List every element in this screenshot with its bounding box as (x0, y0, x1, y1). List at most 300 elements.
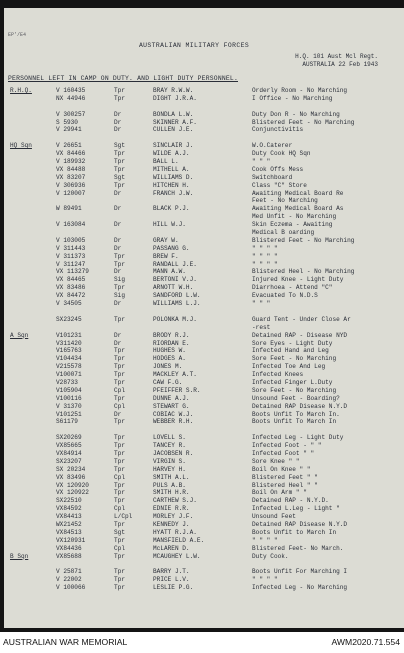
personnel-row (4, 190, 404, 198)
remark: Blistered Feet " " (252, 473, 318, 481)
rank: Tpr (114, 568, 125, 576)
remark: Sore Feet - No Marching (252, 355, 337, 363)
personnel-row (4, 355, 404, 363)
remark: Infected L.Leg - Light " (252, 505, 340, 513)
remark: Blistered Feet- No March. (252, 544, 344, 552)
remark: Detained RAP Disease N.Y.D (252, 402, 348, 410)
rank: Sgt (114, 142, 125, 150)
name: BONDLA L.W. (153, 110, 194, 118)
remark: Medical B oarding (252, 229, 315, 237)
rank: Tpr (114, 457, 125, 465)
service-number: V 22002 (56, 576, 82, 584)
remark: Detained RAP - Disease NYD (252, 331, 348, 339)
name: SMITH A.L. (153, 473, 190, 481)
remark: Boots Unfit For Marching I (252, 568, 348, 576)
rank: Cpl (114, 544, 125, 552)
name: HUGHES W. (153, 347, 186, 355)
service-number: V 120007 (56, 189, 86, 197)
rank: Tpr (114, 150, 125, 158)
remark: Injured Knee - Light Duty (252, 276, 344, 284)
personnel-row (4, 95, 404, 103)
name: WILLIAMS L.J. (153, 300, 201, 308)
personnel-row (4, 237, 404, 245)
remark: Boots Unfit To March In (252, 418, 337, 426)
service-number: V 300257 (56, 110, 86, 118)
service-number: V28733 (56, 378, 78, 386)
name: POLONKA M.J. (153, 315, 197, 323)
remark: Awaiting Medical Board As (252, 205, 344, 213)
name: JONES M. (153, 363, 183, 371)
personnel-row (4, 411, 404, 419)
name: MANN A.W. (153, 268, 186, 276)
personnel-row (4, 300, 404, 308)
name: STEWART G. (153, 402, 190, 410)
rank: Dr (114, 189, 122, 197)
personnel-row (4, 221, 404, 229)
personnel-row (4, 182, 404, 190)
footer-reference-number: AWM2020.71.554 (331, 637, 400, 647)
service-number: V 311443 (56, 244, 86, 252)
remark: Infected Toe And Leg (252, 363, 326, 371)
service-number: SX23207 (56, 457, 82, 465)
remark: Blistered Feet - No Marching (252, 236, 355, 244)
remark: " " " " (252, 576, 278, 584)
rank: Tpr (114, 371, 125, 379)
name: DUNNE A.J. (153, 394, 190, 402)
personnel-row (4, 576, 404, 584)
rank: Tpr (114, 87, 125, 94)
rank: Tpr (114, 481, 125, 489)
rank: Sig (114, 292, 125, 300)
rank: Tpr (114, 181, 125, 189)
remark: Unsound Feet - Boarding? (252, 394, 340, 402)
rank: Tpr (114, 284, 125, 292)
rank: Dr (114, 236, 122, 244)
remark: Infected Foot " " (252, 449, 315, 457)
personnel-row (4, 568, 404, 576)
remark: W.O.Caterer (252, 142, 293, 150)
remark: Diarrhoea - Attend "C" (252, 284, 333, 292)
personnel-row (4, 205, 404, 213)
name: LOVELL S. (153, 434, 186, 442)
service-number: V165763 (56, 347, 82, 355)
rank: Tpr (114, 442, 125, 450)
service-number: VX 120920 (56, 481, 89, 489)
name: HARVEY H. (153, 465, 186, 473)
rank: Tpr (114, 355, 125, 363)
remark: Sore Eyes - Light Duty (252, 339, 333, 347)
personnel-row (4, 126, 404, 134)
service-number: VX 84465 (56, 276, 86, 284)
service-number: V 34505 (56, 300, 82, 308)
personnel-row (4, 434, 404, 442)
remark: " " " (252, 158, 271, 166)
remark: Blistered Heel " " (252, 481, 318, 489)
document-date: AUSTRALIA 22 Feb 1943 (302, 61, 378, 68)
personnel-row (4, 316, 404, 324)
rank: Dr (114, 110, 122, 118)
footer-source: AUSTRALIAN WAR MEMORIAL (3, 637, 128, 647)
personnel-row (4, 395, 404, 403)
remark: " " " " (252, 536, 278, 544)
rank: Dr (114, 221, 122, 229)
service-number: V 160435 (56, 87, 86, 94)
name: SANDFORD L.W. (153, 292, 201, 300)
headquarters-line: H.Q. 101 Aust Mcl Regt. (295, 53, 378, 60)
name: SMITH H.R. (153, 489, 190, 497)
row-spacer (4, 308, 404, 316)
personnel-row (4, 340, 404, 348)
rank: Tpr (114, 449, 125, 457)
name: McLAREN D. (153, 544, 190, 552)
rank: Dr (114, 205, 122, 213)
personnel-row (4, 489, 404, 497)
name: HODGES A. (153, 355, 186, 363)
name: MANSFIELD A.E. (153, 536, 205, 544)
rank: L/Cpl (114, 513, 133, 521)
section-label: R.H.Q. (10, 87, 32, 94)
rank: Tpr (114, 347, 125, 355)
rank: Cpl (114, 473, 125, 481)
remark: Duty Cook HQ Sqn (252, 150, 311, 158)
service-number: S 5930 (56, 118, 78, 126)
row-spacer (4, 134, 404, 142)
personnel-row (4, 379, 404, 387)
remark: Boil On Knee " " (252, 465, 311, 473)
personnel-row (4, 245, 404, 253)
rank: Tpr (114, 252, 125, 260)
section-label: HQ Sqn (10, 142, 32, 150)
service-number: VX 84466 (56, 150, 86, 158)
service-number: V101251 (56, 410, 82, 418)
name: VIRGIN S. (153, 457, 186, 465)
service-number: VX 113279 (56, 268, 89, 276)
name: ARNOTT W.H. (153, 284, 194, 292)
remark: Orderly Room - No Marching (252, 87, 348, 94)
service-number: W 89491 (56, 205, 82, 213)
name: RIORDAN E. (153, 339, 190, 347)
name: COBIAC W.J. (153, 410, 194, 418)
name: PULS A.B. (153, 481, 186, 489)
document-page (4, 8, 404, 628)
personnel-row (4, 497, 404, 505)
personnel-row (4, 505, 404, 513)
service-number: V105904 (56, 386, 82, 394)
personnel-row (4, 174, 404, 182)
personnel-row (4, 482, 404, 490)
remark: Unsound Feet (252, 513, 296, 521)
remark: Feet - No Marching (252, 197, 318, 205)
service-number: V104434 (56, 355, 82, 363)
personnel-row (4, 87, 404, 95)
service-number: VX 120922 (56, 489, 89, 497)
row-spacer (4, 103, 404, 111)
personnel-row (4, 513, 404, 521)
remark: " " " " (252, 260, 278, 268)
personnel-row (4, 450, 404, 458)
service-number: V101231 (56, 331, 82, 339)
name: CULLEN J.E. (153, 126, 194, 134)
service-number: V 103005 (56, 236, 86, 244)
service-number: S61179 (56, 418, 78, 426)
remark: Infected Finger L.Duty (252, 378, 333, 386)
service-number: SX20269 (56, 434, 82, 442)
personnel-row (4, 458, 404, 466)
rank: Tpr (114, 584, 125, 592)
personnel-row (4, 213, 404, 221)
service-number: V100116 (56, 394, 82, 402)
remark: Skin Eczema - Awaiting (252, 221, 333, 229)
rank: Dr (114, 244, 122, 252)
rank: Tpr (114, 165, 125, 173)
document-reference: EP’/E4 (8, 32, 27, 38)
rank: Dr (114, 339, 122, 347)
name: MCAUGHEY L.W. (153, 552, 201, 560)
remark: Conjunctivitis (252, 126, 304, 134)
personnel-heading: PERSONNEL LEFT IN CAMP ON DUTY. AND LIGHT DUTY PERSONNEL. (8, 75, 238, 82)
rank: Cpl (114, 386, 125, 394)
name: WILDE A.J. (153, 150, 190, 158)
remark: Boots Unfit to March In (252, 528, 337, 536)
remark: " " " " (252, 244, 278, 252)
service-number: VX84914 (56, 449, 82, 457)
name: RANDALL J.E. (153, 260, 197, 268)
remark: Med Unfit - No Marching (252, 213, 337, 221)
remark: Infected Knees (252, 371, 304, 379)
service-number: VX84436 (56, 544, 82, 552)
rank: Tpr (114, 497, 125, 505)
name: WEBBER R.H. (153, 418, 194, 426)
remark: -rest (252, 323, 271, 331)
personnel-row (4, 442, 404, 450)
service-number: V 26651 (56, 142, 82, 150)
name: BREW F. (153, 252, 179, 260)
name: CAW F.G. (153, 378, 183, 386)
remark: Duty Don R - No Marching (252, 110, 340, 118)
remark: Cook Offs Mess (252, 165, 304, 173)
personnel-list (4, 87, 404, 592)
remark: Duty Cook. (252, 552, 289, 560)
name: MORLEY J.F. (153, 513, 194, 521)
name: JACOBSEN R. (153, 449, 194, 457)
service-number: V 31370 (56, 402, 82, 410)
personnel-row (4, 166, 404, 174)
service-number: VX 84488 (56, 165, 86, 173)
service-number: VX84592 (56, 505, 82, 513)
section-label: B Sqn (10, 552, 29, 560)
name: PRICE L.V. (153, 576, 190, 584)
remark: Detained RAP Disease N.Y.D (252, 520, 348, 528)
personnel-row (4, 324, 404, 332)
service-number: V 311373 (56, 252, 86, 260)
rank: Dr (114, 268, 122, 276)
personnel-row (4, 261, 404, 269)
rank: Sig (114, 276, 125, 284)
remark: Blistered Feet - No Marching (252, 118, 355, 126)
name: GRAY W. (153, 236, 179, 244)
name: LESLIE P.G. (153, 584, 194, 592)
service-number: VX84513 (56, 528, 82, 536)
row-spacer (4, 426, 404, 434)
personnel-row (4, 284, 404, 292)
name: BARRY J.T. (153, 568, 190, 576)
personnel-row (4, 347, 404, 355)
personnel-row (4, 521, 404, 529)
name: MACKLEY A.T. (153, 371, 197, 379)
personnel-row (4, 111, 404, 119)
remark: " " " (252, 300, 271, 308)
name: PASSANG G. (153, 244, 190, 252)
service-number: V 306936 (56, 181, 86, 189)
service-number: VX85688 (56, 552, 82, 560)
name: PFEIFFER S.R. (153, 386, 201, 394)
remark: Infected Leg - Light Duty (252, 434, 344, 442)
name: WILLIAMS D. (153, 173, 194, 181)
remark: Evacuated To N.D.S (252, 292, 318, 300)
service-number: V100071 (56, 371, 82, 379)
service-number: SX 20234 (56, 465, 86, 473)
remark: Infected Leg - No Marching (252, 584, 348, 592)
name: HILL W.J. (153, 221, 186, 229)
service-number: WX21452 (56, 520, 82, 528)
remark: Infected Foot - " " (252, 442, 322, 450)
service-number: SX23245 (56, 315, 82, 323)
rank: Tpr (114, 418, 125, 426)
personnel-row (4, 371, 404, 379)
rank: Tpr (114, 489, 125, 497)
name: MITHELL A. (153, 165, 190, 173)
name: KENNEDY J. (153, 520, 190, 528)
service-number: V 189932 (56, 158, 86, 166)
rank: Cpl (114, 402, 125, 410)
remark: I Office - No Marching (252, 94, 333, 102)
personnel-row (4, 466, 404, 474)
name: HYATT R.J.A. (153, 528, 197, 536)
service-number: VX84413 (56, 513, 82, 521)
name: FRANCH J.W. (153, 189, 194, 197)
service-number: V 29941 (56, 126, 82, 134)
rank: Dr (114, 331, 122, 339)
rank: Tpr (114, 260, 125, 268)
rank: Tpr (114, 465, 125, 473)
rank: Dr (114, 300, 122, 308)
service-number: V215578 (56, 363, 82, 371)
personnel-row (4, 292, 404, 300)
name: HITCHEN H. (153, 181, 190, 189)
service-number: V 311247 (56, 260, 86, 268)
rank: Dr (114, 126, 122, 134)
service-number: VX85665 (56, 442, 82, 450)
name: BRODY R.J. (153, 331, 190, 339)
personnel-row (4, 276, 404, 284)
remark: Blistered Heel - No Marching (252, 268, 355, 276)
personnel-row (4, 253, 404, 261)
personnel-row (4, 418, 404, 426)
rank: Tpr (114, 576, 125, 584)
remark: Detained RAP - N.Y.D. (252, 497, 329, 505)
personnel-row (4, 150, 404, 158)
service-number: VX 83207 (56, 173, 86, 181)
personnel-row (4, 332, 404, 340)
personnel-row (4, 158, 404, 166)
rank: Dr (114, 410, 122, 418)
rank: Tpr (114, 520, 125, 528)
rank: Tpr (114, 158, 125, 166)
personnel-row (4, 142, 404, 150)
service-number: NX 44946 (56, 94, 86, 102)
archive-footer (0, 632, 404, 653)
service-number: VX 84472 (56, 292, 86, 300)
service-number: V311420 (56, 339, 82, 347)
personnel-row (4, 229, 404, 237)
rank: Tpr (114, 536, 125, 544)
name: TANCEY R. (153, 442, 186, 450)
personnel-row (4, 403, 404, 411)
rank: Tpr (114, 394, 125, 402)
rank: Sgt (114, 528, 125, 536)
personnel-row (4, 584, 404, 592)
name: SKINNER A.F. (153, 118, 197, 126)
remark: " " " " (252, 252, 278, 260)
service-number: VX120931 (56, 536, 86, 544)
name: BERTONI V.J. (153, 276, 197, 284)
rank: Tpr (114, 552, 125, 560)
personnel-row (4, 363, 404, 371)
personnel-row (4, 119, 404, 127)
name: SINCLAIR J. (153, 142, 194, 150)
name: DIGHT J.R.A. (153, 94, 197, 102)
name: CARTHEW S.J. (153, 497, 197, 505)
rank: Tpr (114, 378, 125, 386)
remark: Switchboard (252, 173, 293, 181)
rank: Tpr (114, 434, 125, 442)
rank: Tpr (114, 94, 125, 102)
remark: Sore Feet - No Marching (252, 386, 337, 394)
name: EDNIE R.R. (153, 505, 190, 513)
rank: Tpr (114, 363, 125, 371)
service-number: VX 83486 (56, 284, 86, 292)
rank: Sgt (114, 173, 125, 181)
service-number: SX22510 (56, 497, 82, 505)
document-title: AUSTRALIAN MILITARY FORCES (138, 42, 250, 49)
section-label: A Sqn (10, 331, 29, 339)
row-spacer (4, 560, 404, 568)
service-number: V 25871 (56, 568, 82, 576)
name: BRAY R.W.W. (153, 87, 194, 94)
rank: Cpl (114, 505, 125, 513)
remark: Sore Knee " " (252, 457, 300, 465)
rank: Dr (114, 118, 122, 126)
name: BALL L. (153, 158, 179, 166)
remark: Guard Tent - Under Close Ar (252, 315, 351, 323)
personnel-row (4, 529, 404, 537)
personnel-row (4, 387, 404, 395)
personnel-row (4, 545, 404, 553)
personnel-row (4, 537, 404, 545)
rank: Tpr (114, 315, 125, 323)
personnel-row (4, 553, 404, 561)
personnel-row (4, 268, 404, 276)
service-number: V 163084 (56, 221, 86, 229)
service-number: V 100066 (56, 584, 86, 592)
remark: Infected Hand and Leg (252, 347, 329, 355)
personnel-row (4, 474, 404, 482)
remark: Boots Unfit To March In. (252, 410, 340, 418)
service-number: VX 83496 (56, 473, 86, 481)
remark: Awaiting Medical Board Re (252, 189, 344, 197)
name: BLACK P.J. (153, 205, 190, 213)
personnel-row (4, 197, 404, 205)
